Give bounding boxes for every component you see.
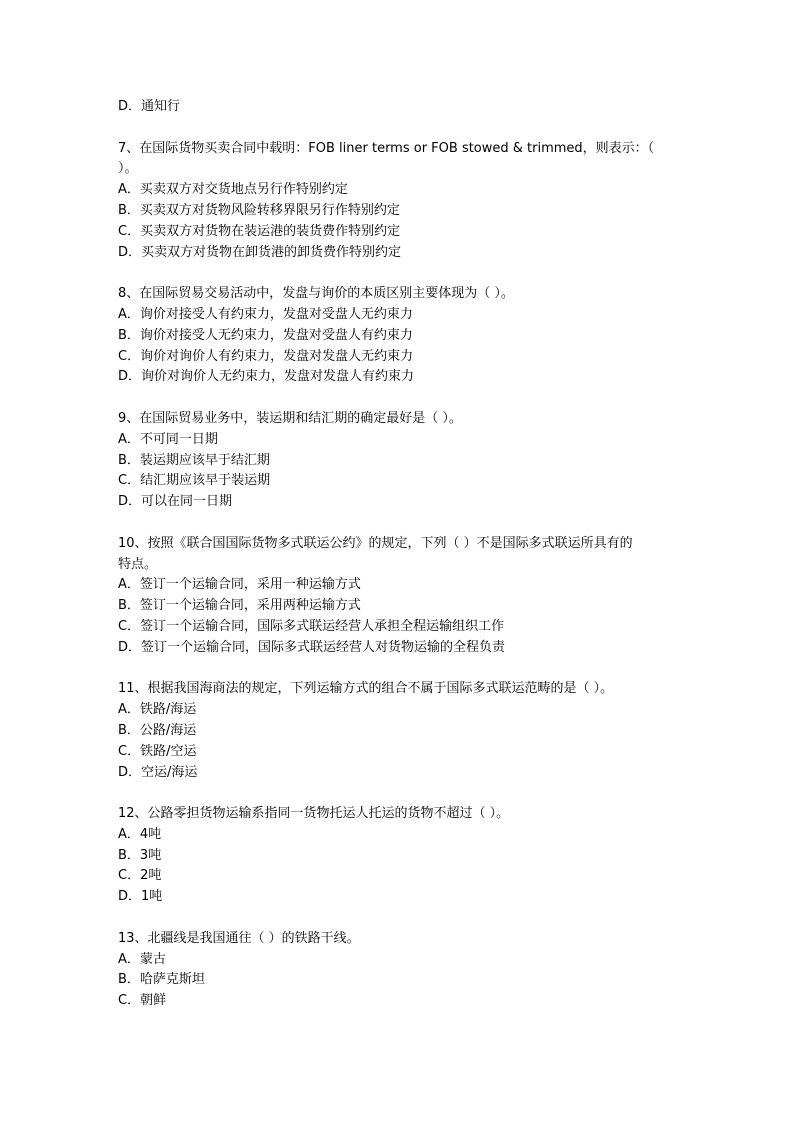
option-line: A．4吨: [118, 826, 162, 842]
spacer: [118, 513, 688, 534]
question-block: [118, 139, 688, 264]
question-stem: ）。: [118, 161, 138, 177]
option-line: C．2吨: [118, 868, 162, 884]
option-line: B．签订一个运输合同，采用两种运输方式: [118, 598, 361, 614]
question-stem: 8、在国际贸易交易活动中，发盘与询价的本质区别主要体现为（ ）。: [118, 286, 514, 302]
spacer: [118, 263, 688, 284]
option-line: D．买卖双方对货物在卸货港的卸货费作特别约定: [118, 244, 402, 260]
option-line: A．蒙古: [118, 951, 166, 967]
spacer: [118, 118, 688, 139]
option-line: C．结汇期应该早于装运期: [118, 473, 271, 489]
option-line: C．铁路/空运: [118, 743, 197, 759]
question-block: [118, 409, 688, 513]
option-line: A．铁路/海运: [118, 702, 197, 718]
option-line: D．签订一个运输合同，国际多式联运经营人对货物运输的全程负责: [118, 639, 506, 655]
question-stem: 13、北疆线是我国通往（ ）的铁路干线。: [118, 930, 360, 946]
document-content: [118, 97, 688, 1012]
question-stem: 特点。: [118, 556, 158, 572]
question-block: [118, 284, 688, 388]
question-stem: 9、在国际贸易业务中，装运期和结汇期的确定最好是（ ）。: [118, 410, 462, 426]
option-line: D．询价对询价人无约束力，发盘对发盘人有约束力: [118, 369, 415, 385]
option-line: D．1吨: [118, 889, 163, 905]
option-line: A．询价对接受人有约束力，发盘对受盘人无约束力: [118, 306, 413, 322]
option-line: A．签订一个运输合同，采用一种运输方式: [118, 577, 361, 593]
question-block: [118, 534, 688, 659]
option-line: B．买卖双方对货物风险转移界限另行作特别约定: [118, 202, 400, 218]
question-block: [118, 679, 688, 783]
spacer: [118, 783, 688, 804]
option-line: B．询价对接受人无约束力，发盘对受盘人有约束力: [118, 327, 413, 343]
question-stem: 12、公路零担货物运输系指同一货物托运人托运的货物不超过（ ）。: [118, 806, 510, 822]
question-block: [118, 929, 688, 1012]
option-line: D．可以在同一日期: [118, 494, 233, 510]
option-line: A．不可同一日期: [118, 431, 218, 447]
option-line: B．3吨: [118, 847, 162, 863]
option-line: A．买卖双方对交货地点另行作特别约定: [118, 182, 348, 198]
option-line: C．买卖双方对货物在装运港的装货费作特别约定: [118, 223, 401, 239]
spacer: [118, 388, 688, 409]
option-line: B．装运期应该早于结汇期: [118, 452, 270, 468]
option-line: B．哈萨克斯坦: [118, 972, 205, 988]
option-line: C．朝鲜: [118, 993, 167, 1009]
option-line: D．空运/海运: [118, 764, 198, 780]
option-line: B．公路/海运: [118, 722, 197, 738]
option-line: D．通知行: [118, 99, 181, 114]
question-block: [118, 804, 688, 908]
question-stem: 7、在国际货物买卖合同中载明：FOB liner terms or FOB stowed & trimmed，则表示：（: [118, 140, 655, 156]
option-line: C．签订一个运输合同，国际多式联运经营人承担全程运输组织工作: [118, 618, 505, 634]
spacer: [118, 908, 688, 929]
question-stem: 10、按照《联合国国际货物多式联运公约》的规定，下列（ ）不是国际多式联运所具有的: [118, 535, 633, 551]
option-line: C．询价对询价人有约束力，发盘对发盘人无约束力: [118, 348, 414, 364]
question-stem: 11、根据我国海商法的规定，下列运输方式的组合不属于国际多式联运范畴的是（ ）。: [118, 681, 614, 697]
spacer: [118, 659, 688, 680]
